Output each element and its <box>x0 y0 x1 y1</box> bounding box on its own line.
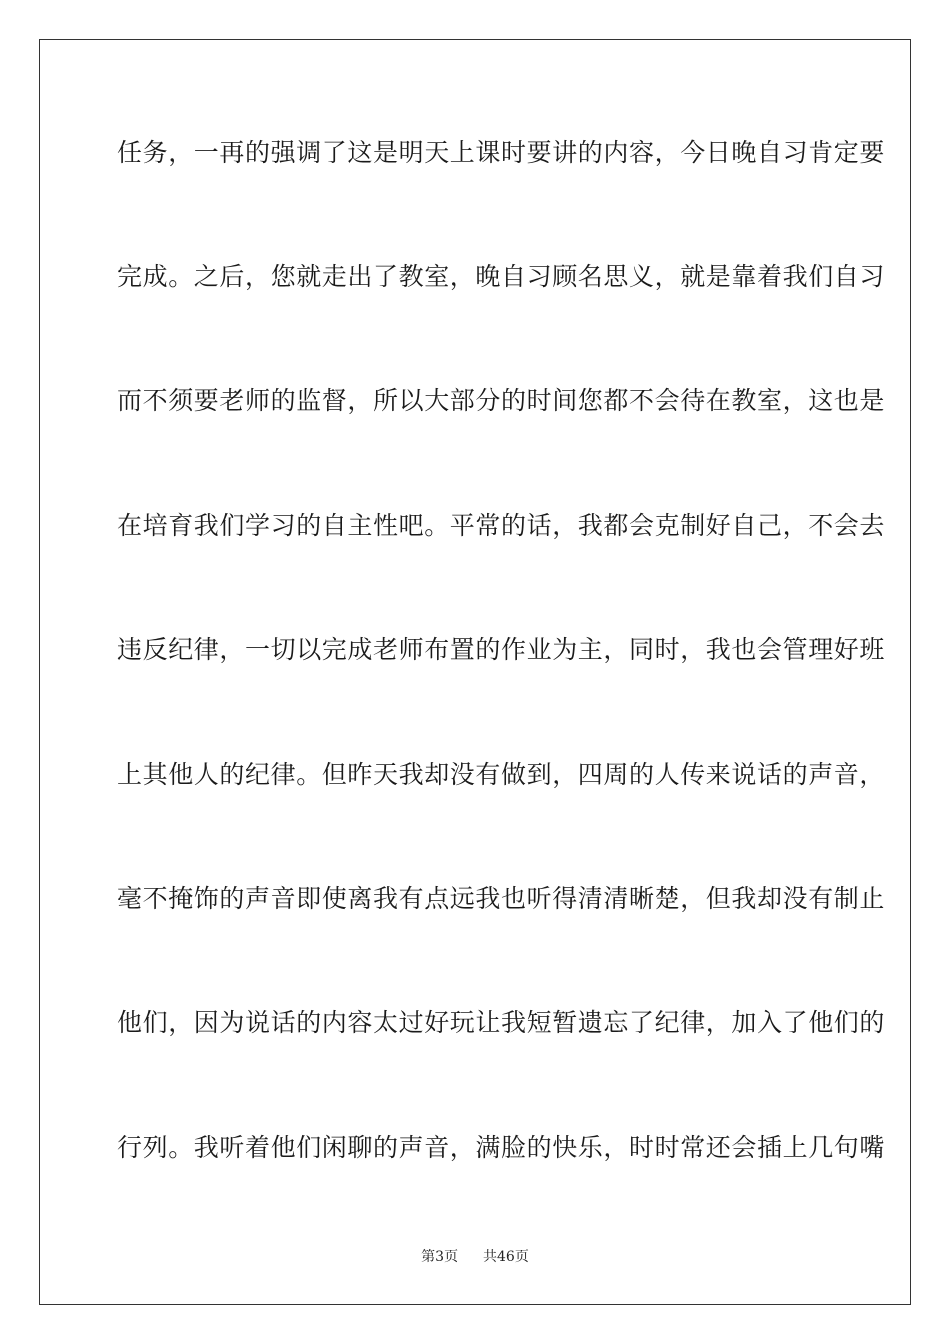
body-text-line: 行列。我听着他们闲聊的声音，满脸的快乐，时时常还会插上几句嘴 <box>117 1133 886 1162</box>
page-number: 第3页 <box>421 1249 459 1265</box>
page-total: 共46页 <box>483 1249 529 1265</box>
page-footer <box>0 1248 950 1266</box>
body-text-line: 他们，因为说话的内容太过好玩让我短暂遗忘了纪律，加入了他们的 <box>117 1008 886 1037</box>
body-text-line: 违反纪律，一切以完成老师布置的作业为主，同时，我也会管理好班 <box>117 635 886 664</box>
body-text-line: 而不须要老师的监督，所以大部分的时间您都不会待在教室，这也是 <box>117 386 886 415</box>
body-text-line: 任务，一再的强调了这是明天上课时要讲的内容，今日晚自习肯定要 <box>117 138 886 167</box>
body-text-line: 毫不掩饰的声音即使离我有点远我也听得清清晰楚，但我却没有制止 <box>117 884 886 913</box>
body-text-line: 在培育我们学习的自主性吧。平常的话，我都会克制好自己，不会去 <box>117 511 886 540</box>
body-text-line: 完成。之后，您就走出了教室，晚自习顾名思义，就是靠着我们自习 <box>117 262 886 291</box>
body-text-line: 上其他人的纪律。但昨天我却没有做到，四周的人传来说话的声音， <box>117 760 886 789</box>
page-border <box>39 39 911 1305</box>
